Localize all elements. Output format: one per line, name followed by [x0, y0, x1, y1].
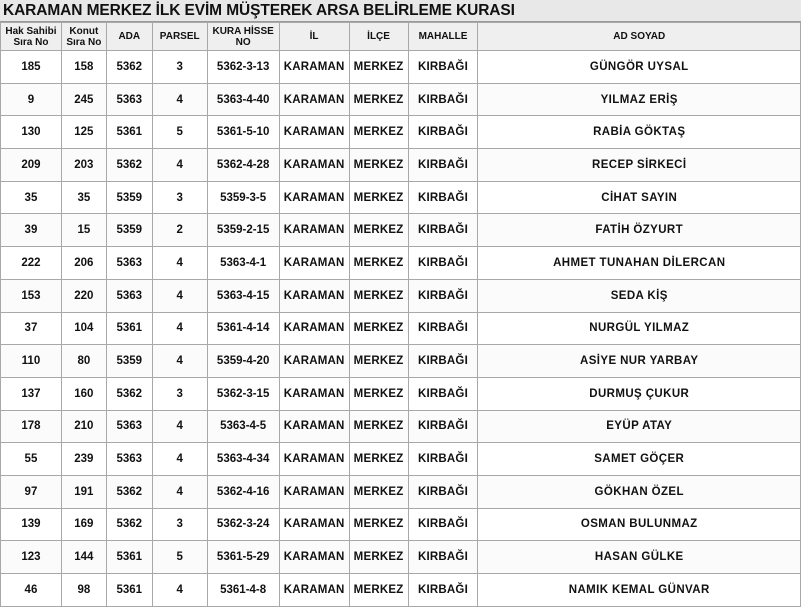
cell-konut-sira-no: 15 [61, 214, 106, 247]
cell-hak-sahibi-sira-no: 130 [1, 116, 62, 149]
table-row [1, 410, 801, 443]
cell-ad-soyad: RECEP SİRKECİ [478, 149, 801, 182]
cell-mahalle: KIRBAĞI [408, 345, 478, 378]
cell-ada: 5363 [106, 247, 152, 280]
cell-ada: 5363 [106, 279, 152, 312]
cell-mahalle: KIRBAĞI [408, 51, 478, 84]
cell-konut-sira-no: 158 [61, 51, 106, 84]
table-row [1, 574, 801, 607]
cell-mahalle: KIRBAĞI [408, 181, 478, 214]
cell-parsel: 4 [152, 345, 207, 378]
cell-ada: 5361 [106, 116, 152, 149]
cell-hak-sahibi-sira-no: 137 [1, 377, 62, 410]
cell-mahalle: KIRBAĞI [408, 247, 478, 280]
cell-ad-soyad: RABİA GÖKTAŞ [478, 116, 801, 149]
cell-kura-hisse-no: 5363-4-40 [207, 83, 279, 116]
cell-parsel: 5 [152, 541, 207, 574]
cell-ad-soyad: GÖKHAN ÖZEL [478, 475, 801, 508]
cell-parsel: 4 [152, 83, 207, 116]
cell-mahalle: KIRBAĞI [408, 149, 478, 182]
cell-ada: 5362 [106, 51, 152, 84]
cell-ilce: MERKEZ [349, 475, 408, 508]
table-row [1, 475, 801, 508]
cell-ada: 5359 [106, 345, 152, 378]
cell-konut-sira-no: 169 [61, 508, 106, 541]
cell-ad-soyad: SAMET GÖÇER [478, 443, 801, 476]
cell-ilce: MERKEZ [349, 247, 408, 280]
cell-hak-sahibi-sira-no: 153 [1, 279, 62, 312]
cell-hak-sahibi-sira-no: 55 [1, 443, 62, 476]
cell-hak-sahibi-sira-no: 209 [1, 149, 62, 182]
cell-ilce: MERKEZ [349, 410, 408, 443]
cell-parsel: 4 [152, 475, 207, 508]
cell-hak-sahibi-sira-no: 123 [1, 541, 62, 574]
cell-mahalle: KIRBAĞI [408, 410, 478, 443]
cell-hak-sahibi-sira-no: 9 [1, 83, 62, 116]
cell-ilce: MERKEZ [349, 116, 408, 149]
cell-kura-hisse-no: 5362-3-24 [207, 508, 279, 541]
cell-konut-sira-no: 104 [61, 312, 106, 345]
table-row [1, 541, 801, 574]
cell-parsel: 3 [152, 377, 207, 410]
cell-kura-hisse-no: 5361-5-10 [207, 116, 279, 149]
cell-konut-sira-no: 239 [61, 443, 106, 476]
cell-konut-sira-no: 203 [61, 149, 106, 182]
cell-hak-sahibi-sira-no: 222 [1, 247, 62, 280]
cell-ilce: MERKEZ [349, 443, 408, 476]
cell-mahalle: KIRBAĞI [408, 279, 478, 312]
cell-hak-sahibi-sira-no: 139 [1, 508, 62, 541]
cell-ilce: MERKEZ [349, 214, 408, 247]
col-header-parsel: PARSEL [152, 23, 207, 51]
cell-il: KARAMAN [279, 51, 349, 84]
cell-parsel: 3 [152, 508, 207, 541]
cell-il: KARAMAN [279, 149, 349, 182]
cell-konut-sira-no: 191 [61, 475, 106, 508]
cell-ada: 5359 [106, 214, 152, 247]
cell-konut-sira-no: 98 [61, 574, 106, 607]
cell-il: KARAMAN [279, 574, 349, 607]
cell-hak-sahibi-sira-no: 185 [1, 51, 62, 84]
cell-parsel: 5 [152, 116, 207, 149]
cell-ad-soyad: HASAN GÜLKE [478, 541, 801, 574]
cell-kura-hisse-no: 5362-4-28 [207, 149, 279, 182]
cell-ad-soyad: CİHAT SAYIN [478, 181, 801, 214]
cell-ad-soyad: NURGÜL YILMAZ [478, 312, 801, 345]
cell-ad-soyad: EYÜP ATAY [478, 410, 801, 443]
table-row [1, 377, 801, 410]
cell-parsel: 4 [152, 312, 207, 345]
cell-il: KARAMAN [279, 279, 349, 312]
cell-il: KARAMAN [279, 247, 349, 280]
cell-il: KARAMAN [279, 181, 349, 214]
table-row [1, 51, 801, 84]
cell-ada: 5363 [106, 83, 152, 116]
cell-hak-sahibi-sira-no: 110 [1, 345, 62, 378]
cell-ada: 5361 [106, 574, 152, 607]
cell-ad-soyad: FATİH ÖZYURT [478, 214, 801, 247]
cell-ada: 5363 [106, 410, 152, 443]
cell-hak-sahibi-sira-no: 35 [1, 181, 62, 214]
cell-parsel: 4 [152, 443, 207, 476]
cell-il: KARAMAN [279, 508, 349, 541]
table-body [1, 51, 801, 607]
table-row [1, 181, 801, 214]
col-header-ilce: İLÇE [349, 23, 408, 51]
cell-konut-sira-no: 80 [61, 345, 106, 378]
cell-mahalle: KIRBAĞI [408, 443, 478, 476]
col-header-il: İL [279, 23, 349, 51]
cell-ilce: MERKEZ [349, 541, 408, 574]
cell-il: KARAMAN [279, 214, 349, 247]
table-row [1, 214, 801, 247]
cell-kura-hisse-no: 5361-5-29 [207, 541, 279, 574]
cell-il: KARAMAN [279, 541, 349, 574]
cell-ad-soyad: ASİYE NUR YARBAY [478, 345, 801, 378]
cell-ilce: MERKEZ [349, 377, 408, 410]
cell-kura-hisse-no: 5359-3-5 [207, 181, 279, 214]
cell-il: KARAMAN [279, 377, 349, 410]
results-table [0, 22, 801, 607]
cell-il: KARAMAN [279, 312, 349, 345]
cell-ilce: MERKEZ [349, 345, 408, 378]
cell-hak-sahibi-sira-no: 97 [1, 475, 62, 508]
cell-ilce: MERKEZ [349, 574, 408, 607]
cell-hak-sahibi-sira-no: 46 [1, 574, 62, 607]
cell-parsel: 2 [152, 214, 207, 247]
cell-konut-sira-no: 245 [61, 83, 106, 116]
cell-ad-soyad: OSMAN BULUNMAZ [478, 508, 801, 541]
cell-mahalle: KIRBAĞI [408, 377, 478, 410]
table-row [1, 345, 801, 378]
cell-parsel: 4 [152, 247, 207, 280]
cell-mahalle: KIRBAĞI [408, 541, 478, 574]
cell-kura-hisse-no: 5363-4-15 [207, 279, 279, 312]
cell-konut-sira-no: 125 [61, 116, 106, 149]
cell-kura-hisse-no: 5362-4-16 [207, 475, 279, 508]
cell-ada: 5361 [106, 541, 152, 574]
cell-ilce: MERKEZ [349, 508, 408, 541]
cell-mahalle: KIRBAĞI [408, 83, 478, 116]
cell-konut-sira-no: 220 [61, 279, 106, 312]
cell-hak-sahibi-sira-no: 37 [1, 312, 62, 345]
cell-ad-soyad: AHMET TUNAHAN DİLERCAN [478, 247, 801, 280]
cell-il: KARAMAN [279, 83, 349, 116]
cell-mahalle: KIRBAĞI [408, 312, 478, 345]
cell-konut-sira-no: 210 [61, 410, 106, 443]
cell-ada: 5359 [106, 181, 152, 214]
col-header-konut-sira-no: Konut Sıra No [61, 23, 106, 51]
cell-ad-soyad: SEDA KİŞ [478, 279, 801, 312]
cell-mahalle: KIRBAĞI [408, 116, 478, 149]
col-header-hak-sahibi-sira-no: Hak Sahibi Sıra No [1, 23, 62, 51]
col-header-kura-hisse-no: KURA HİSSE NO [207, 23, 279, 51]
cell-kura-hisse-no: 5363-4-5 [207, 410, 279, 443]
cell-il: KARAMAN [279, 443, 349, 476]
table-row [1, 116, 801, 149]
cell-konut-sira-no: 206 [61, 247, 106, 280]
table-row [1, 508, 801, 541]
cell-il: KARAMAN [279, 475, 349, 508]
cell-ada: 5362 [106, 377, 152, 410]
cell-mahalle: KIRBAĞI [408, 508, 478, 541]
cell-ada: 5362 [106, 475, 152, 508]
page-title: KARAMAN MERKEZ İLK EVİM MÜŞTEREK ARSA BELİRLEME KURASI [0, 0, 801, 22]
table-row [1, 149, 801, 182]
cell-parsel: 4 [152, 279, 207, 312]
cell-mahalle: KIRBAĞI [408, 214, 478, 247]
cell-kura-hisse-no: 5361-4-14 [207, 312, 279, 345]
cell-ilce: MERKEZ [349, 149, 408, 182]
table-row [1, 247, 801, 280]
cell-konut-sira-no: 35 [61, 181, 106, 214]
cell-konut-sira-no: 144 [61, 541, 106, 574]
cell-ad-soyad: GÜNGÖR UYSAL [478, 51, 801, 84]
cell-il: KARAMAN [279, 345, 349, 378]
cell-ad-soyad: NAMIK KEMAL GÜNVAR [478, 574, 801, 607]
cell-konut-sira-no: 160 [61, 377, 106, 410]
table-header-row [1, 23, 801, 51]
cell-kura-hisse-no: 5363-4-34 [207, 443, 279, 476]
cell-parsel: 4 [152, 149, 207, 182]
col-header-ada: ADA [106, 23, 152, 51]
cell-ad-soyad: YILMAZ ERİŞ [478, 83, 801, 116]
cell-parsel: 3 [152, 181, 207, 214]
table-row [1, 83, 801, 116]
table-row [1, 443, 801, 476]
cell-ilce: MERKEZ [349, 83, 408, 116]
cell-kura-hisse-no: 5363-4-1 [207, 247, 279, 280]
cell-ad-soyad: DURMUŞ ÇUKUR [478, 377, 801, 410]
cell-kura-hisse-no: 5359-2-15 [207, 214, 279, 247]
table-row [1, 312, 801, 345]
cell-ada: 5362 [106, 508, 152, 541]
cell-parsel: 3 [152, 51, 207, 84]
table-row [1, 279, 801, 312]
cell-ilce: MERKEZ [349, 181, 408, 214]
cell-ilce: MERKEZ [349, 51, 408, 84]
cell-kura-hisse-no: 5359-4-20 [207, 345, 279, 378]
cell-mahalle: KIRBAĞI [408, 574, 478, 607]
cell-hak-sahibi-sira-no: 39 [1, 214, 62, 247]
col-header-mahalle: MAHALLE [408, 23, 478, 51]
cell-il: KARAMAN [279, 116, 349, 149]
cell-parsel: 4 [152, 410, 207, 443]
cell-il: KARAMAN [279, 410, 349, 443]
cell-ilce: MERKEZ [349, 312, 408, 345]
cell-kura-hisse-no: 5361-4-8 [207, 574, 279, 607]
cell-kura-hisse-no: 5362-3-15 [207, 377, 279, 410]
col-header-ad-soyad: AD SOYAD [478, 23, 801, 51]
cell-ilce: MERKEZ [349, 279, 408, 312]
cell-parsel: 4 [152, 574, 207, 607]
cell-ada: 5362 [106, 149, 152, 182]
cell-mahalle: KIRBAĞI [408, 475, 478, 508]
cell-ada: 5361 [106, 312, 152, 345]
cell-kura-hisse-no: 5362-3-13 [207, 51, 279, 84]
cell-ada: 5363 [106, 443, 152, 476]
cell-hak-sahibi-sira-no: 178 [1, 410, 62, 443]
